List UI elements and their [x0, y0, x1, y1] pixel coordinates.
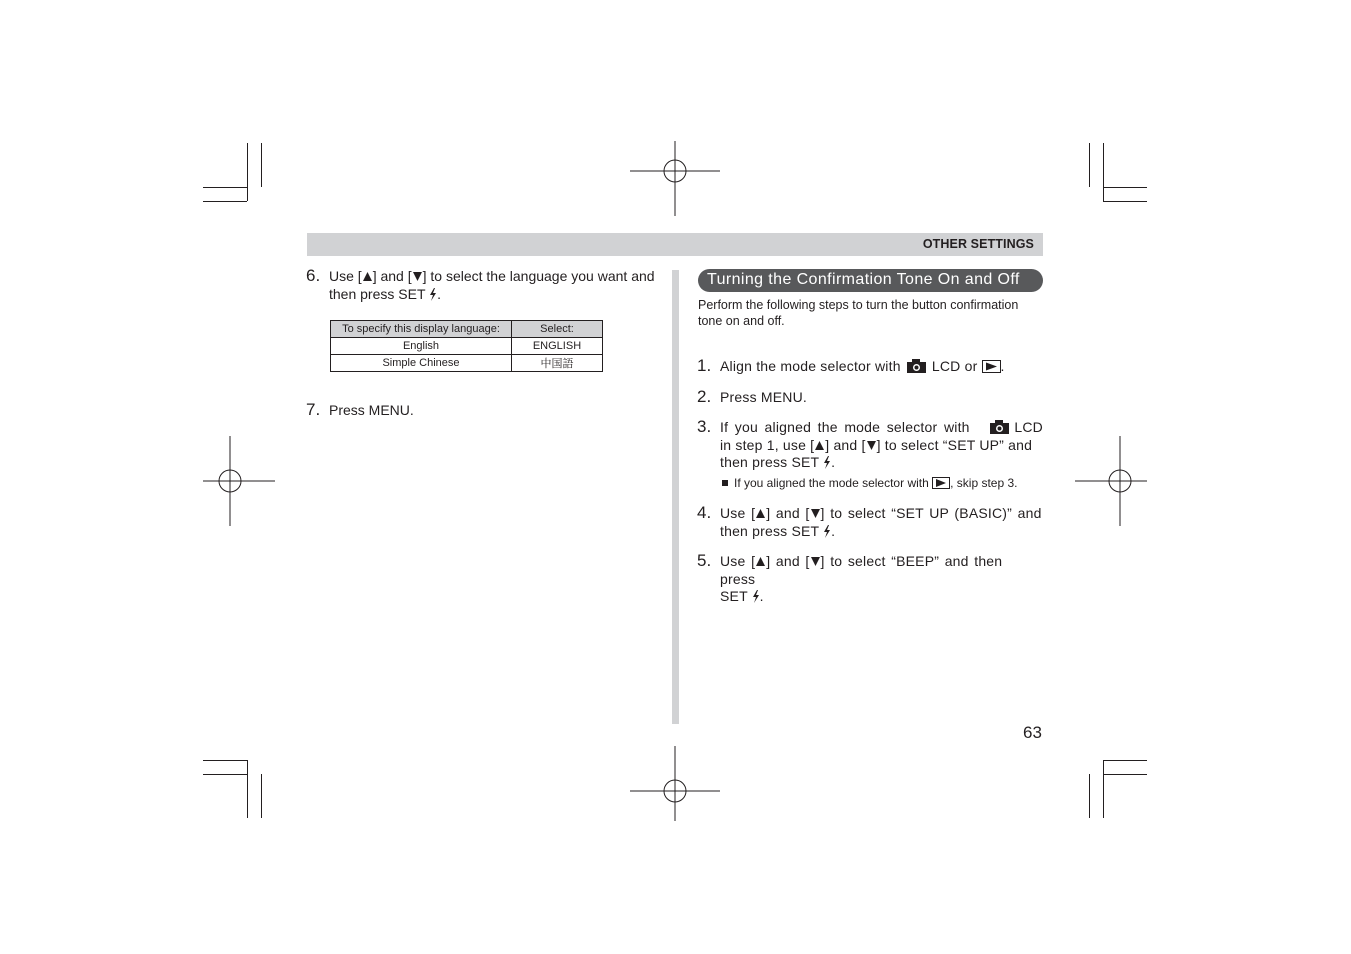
crop-mark [203, 187, 247, 188]
step-6-text: Use [ ] and [ ] to select the language you want and then press SET . [329, 268, 655, 302]
up-key-icon [362, 270, 373, 282]
bullet-square-icon [722, 480, 728, 486]
step-7-number: 7. [306, 400, 321, 419]
step-3-text: If you aligned the mode selector with LCD in step 1, use [ ] and [ ] to select “SET UP” and then press SET . [720, 419, 1043, 470]
header-bar [307, 233, 1043, 256]
registration-mark-icon [630, 746, 720, 836]
crop-mark [1103, 760, 1104, 818]
table-row [331, 338, 603, 355]
step-4-number: 4. [697, 503, 712, 522]
crop-mark [203, 760, 247, 761]
crop-mark [1103, 201, 1147, 202]
header-title: OTHER SETTINGS [922, 237, 1034, 251]
registration-mark-icon [630, 126, 720, 216]
language-table [330, 320, 603, 372]
crop-mark [203, 201, 247, 202]
set-flash-icon [429, 288, 437, 301]
step-6-number: 6. [306, 266, 321, 285]
playback-icon [982, 360, 1001, 373]
table-header-row [331, 321, 603, 338]
crop-mark [203, 774, 247, 775]
section-title-pill [698, 269, 1043, 292]
crop-mark [1103, 143, 1104, 201]
column-divider [672, 270, 679, 724]
section-title: Turning the Confirmation Tone On and Off [707, 271, 1020, 288]
step-1-text: Align the mode selector with LCD or . [720, 358, 1005, 374]
crop-mark [261, 774, 262, 818]
step-7-text: Press MENU. [329, 402, 414, 418]
down-key-icon [810, 555, 821, 567]
camera-icon [907, 359, 926, 373]
table-header-cell: Select: [512, 321, 603, 338]
playback-icon [932, 477, 950, 489]
crop-mark [1103, 774, 1147, 775]
camera-icon [990, 420, 1009, 434]
up-key-icon [755, 555, 766, 567]
crop-mark [261, 143, 262, 187]
table-row [331, 355, 603, 372]
step-2-number: 2. [697, 387, 712, 406]
crop-mark [1089, 774, 1090, 818]
set-flash-icon [823, 456, 831, 469]
up-key-icon [755, 507, 766, 519]
down-key-icon [412, 270, 423, 282]
crop-mark [247, 760, 248, 818]
table-header-cell: To specify this display language: [331, 321, 512, 338]
table-cell: ENGLISH [512, 338, 603, 355]
crop-mark [247, 143, 248, 201]
step-5-number: 5. [697, 551, 712, 570]
down-key-icon [810, 507, 821, 519]
step-2-text: Press MENU. [720, 389, 807, 405]
set-flash-icon [752, 590, 760, 603]
note-text: If you aligned the mode selector with , skip step 3. [722, 476, 1018, 490]
crop-mark [1103, 187, 1147, 188]
step-5-text: Use [ ] and [ ] to select “BEEP” and then press SET . [720, 553, 1003, 604]
step-4-text: Use [ ] and [ ] to select “SET UP (BASIC)” and then press SET . [720, 505, 1042, 539]
crop-mark [1103, 760, 1147, 761]
table-cell: English [331, 338, 512, 355]
step-1-number: 1. [697, 356, 712, 375]
table-cell: 中国語 [512, 355, 603, 372]
page-number: 63 [1023, 723, 1042, 742]
set-flash-icon [823, 525, 831, 538]
step-3-number: 3. [697, 417, 712, 436]
table-cell: Simple Chinese [331, 355, 512, 372]
up-key-icon [814, 439, 825, 451]
registration-mark-icon [185, 436, 275, 526]
registration-mark-icon [1075, 436, 1165, 526]
crop-mark [1089, 143, 1090, 187]
intro-text: Perform the following steps to turn the button confirmation tone on and off. [698, 298, 1019, 328]
down-key-icon [866, 439, 877, 451]
